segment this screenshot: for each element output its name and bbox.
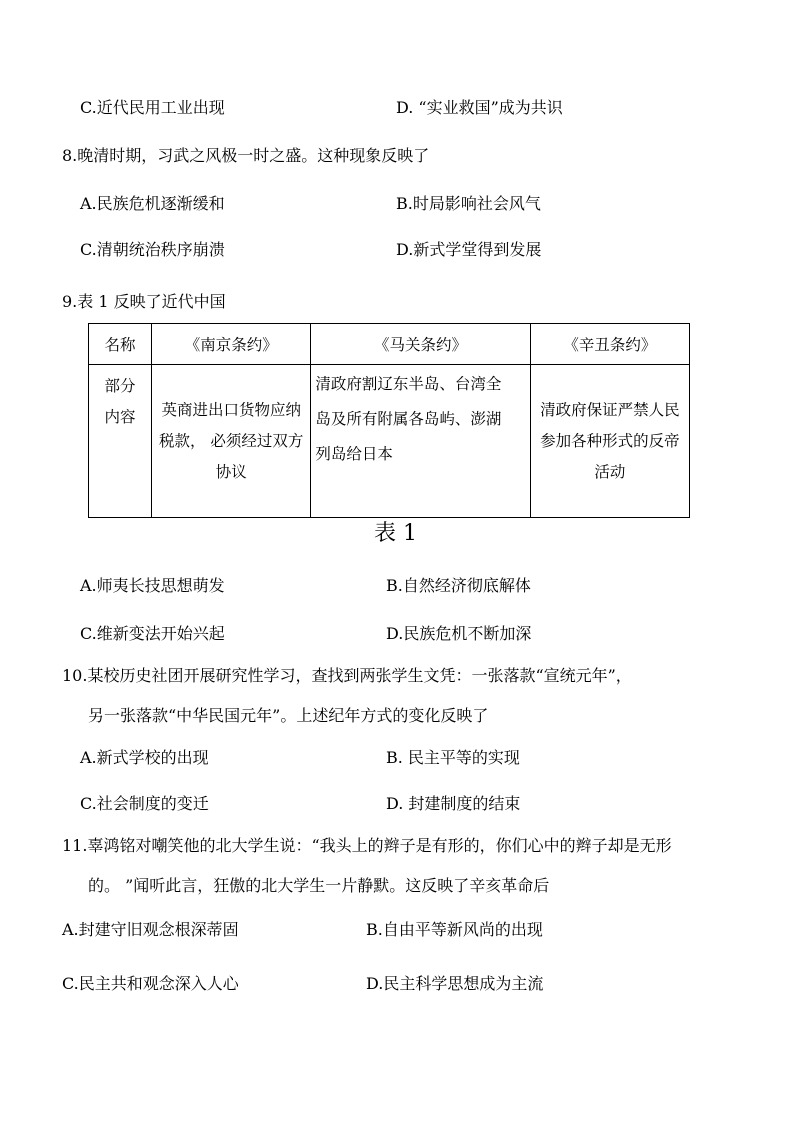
nanjing-line-2: 税款， 必须经过双方	[159, 431, 304, 450]
row-label-1: 部分	[104, 377, 136, 395]
q11-stem-line-1: 11.辜鸿铭对嘲笑他的北大学生说：“我头上的辫子是有形的，你们心中的辫子却是无形	[62, 836, 672, 855]
xinchou-content	[530, 365, 689, 518]
table-row	[89, 365, 690, 518]
table-caption: 表 1	[374, 521, 417, 546]
nanjing-line-1: 英商进出口货物应纳	[161, 400, 301, 419]
q10-stem-line-2: 另一张落款“中华民国元年”。上述纪年方式的变化反映了	[88, 706, 489, 725]
q9-option-a: A.师夷长技思想萌发	[80, 576, 225, 595]
xinchou-line-1: 清政府保证严禁人民	[540, 400, 680, 419]
q10-stem-line-1: 10.某校历史社团开展研究性学习，查找到两张学生文凭：一张落款“宣统元年”，	[62, 666, 632, 685]
q11-option-d: D.民主科学思想成为主流	[366, 974, 544, 993]
treaty-table	[88, 323, 690, 518]
nanjing-line-3: 协议	[215, 462, 247, 481]
q11-stem-line-2: 的。 ”闻听此言，狂傲的北大学生一片静默。这反映了辛亥革命后	[88, 876, 550, 895]
q8-option-d: D.新式学堂得到发展	[396, 240, 542, 259]
q7-option-d: D. “实业救国”成为共识	[396, 98, 563, 117]
q10-option-b: B. 民主平等的实现	[386, 748, 520, 767]
header-xinchou: 《辛丑条约》	[530, 324, 689, 365]
maguan-content	[311, 365, 530, 518]
row-label-2: 内容	[104, 408, 136, 426]
maguan-line-2: 岛及所有附属各岛屿、澎湖	[315, 410, 502, 428]
q11-option-a: A.封建守旧观念根深蒂固	[62, 920, 239, 939]
q11-option-c: C.民主共和观念深入人心	[62, 974, 239, 993]
nanjing-content	[152, 365, 311, 518]
maguan-line-3: 列岛给日本	[315, 445, 393, 463]
q8-option-c: C.清朝统治秩序崩溃	[80, 240, 225, 259]
q9-option-c: C.维新变法开始兴起	[80, 624, 225, 643]
q7-option-c: C.近代民用工业出现	[80, 98, 225, 117]
xinchou-line-3: 活动	[594, 462, 626, 481]
q8-option-b: B.时局影响社会风气	[396, 194, 541, 213]
q9-stem: 9.表 1 反映了近代中国	[62, 292, 226, 311]
q8-stem: 8.晚清时期，习武之风极一时之盛。这种现象反映了	[62, 146, 430, 165]
q10-option-a: A.新式学校的出现	[80, 748, 209, 767]
q10-option-c: C.社会制度的变迁	[80, 794, 209, 813]
q9-option-b: B.自然经济彻底解体	[386, 576, 531, 595]
xinchou-line-2: 参加各种形式的反帝	[540, 431, 680, 450]
q8-option-a: A.民族危机逐渐缓和	[80, 194, 225, 213]
header-name: 名称	[89, 324, 152, 365]
q9-option-d: D.民族危机不断加深	[386, 624, 532, 643]
q10-option-d: D. 封建制度的结束	[386, 794, 521, 813]
row-label-cell	[89, 365, 152, 518]
maguan-line-1: 清政府割辽东半岛、台湾全	[315, 375, 502, 393]
table-header-row	[89, 324, 690, 365]
header-maguan: 《马关条约》	[311, 324, 530, 365]
q11-option-b: B.自由平等新风尚的出现	[366, 920, 543, 939]
header-nanjing: 《南京条约》	[152, 324, 311, 365]
